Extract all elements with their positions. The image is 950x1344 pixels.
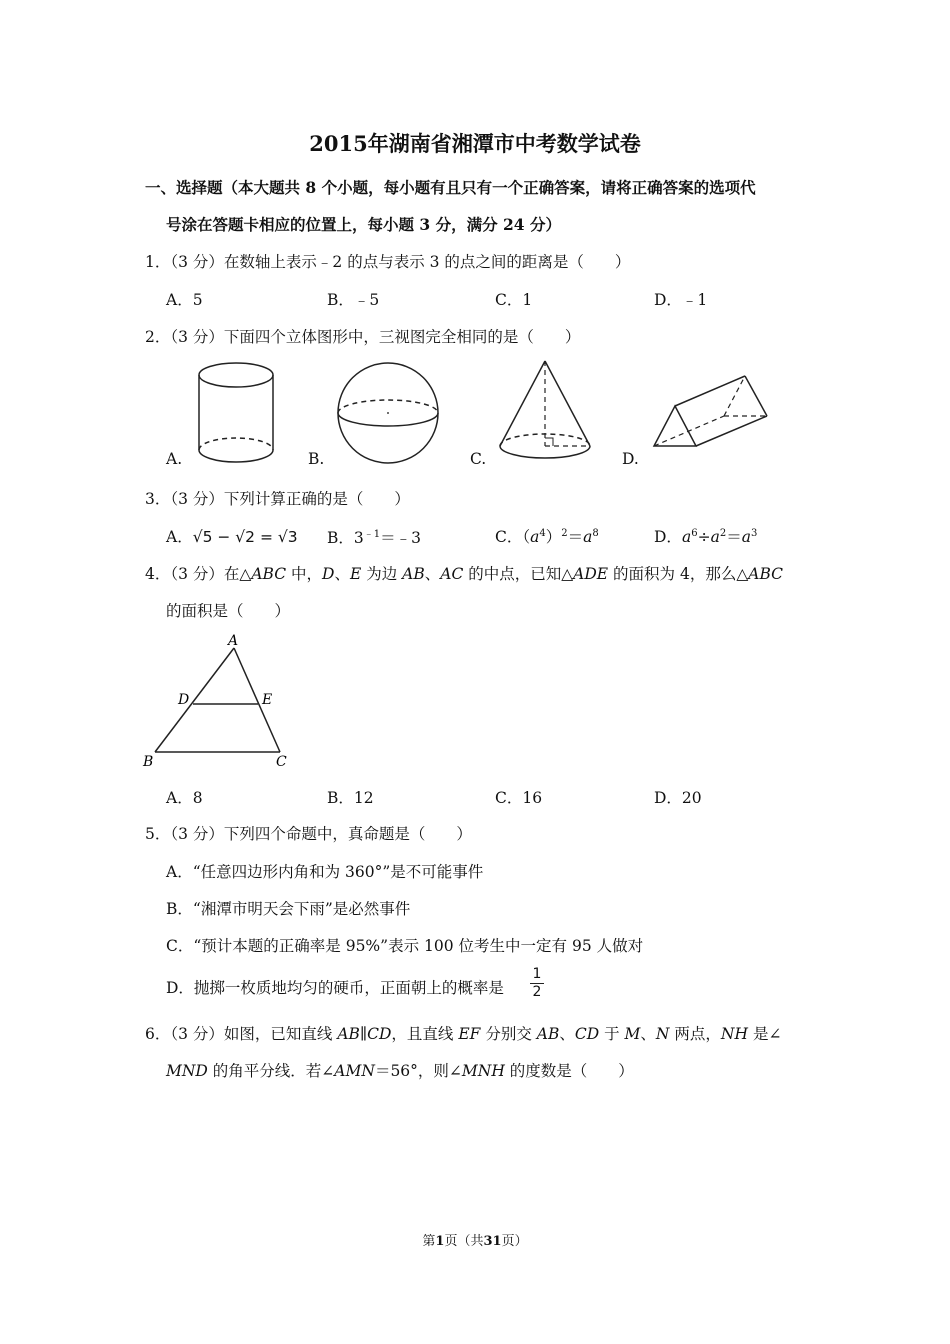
q5-option-c: C．“预计本题的正确率是 95%”表示 100 位考生中一定有 95 人做对 <box>166 937 644 955</box>
q2-label-c: C. <box>470 450 487 468</box>
cone-figure <box>497 358 593 466</box>
question-6-stem-line2: MND 的角平分线．若∠AMN＝56°，则∠MNH 的度数是（ ） <box>166 1062 634 1080</box>
section-heading-line2: 号涂在答题卡相应的位置上，每小题 3 分，满分 24 分） <box>166 215 561 234</box>
q1-option-c: C．1 <box>495 291 533 309</box>
question-3-stem: 3．（3 分）下列计算正确的是（ ） <box>145 490 410 508</box>
q1-option-b: B．﹣5 <box>327 291 380 309</box>
q1-option-a: A．5 <box>166 291 203 309</box>
section-heading-line1: 一、选择题（本大题共 8 个小题，每小题有且只有一个正确答案，请将正确答案的选项代 <box>145 178 756 197</box>
fraction-denominator: 2 <box>530 983 544 1001</box>
cylinder-figure <box>195 358 277 468</box>
vertex-label-c: C <box>276 754 287 770</box>
q5-option-d: D．抛掷一枚质地均匀的硬币，正面朝上的概率是 <box>166 979 504 997</box>
vertex-label-b: B <box>143 754 154 770</box>
q4-option-d: D．20 <box>654 789 702 807</box>
question-5-stem: 5．（3 分）下列四个命题中，真命题是（ ） <box>145 825 472 843</box>
fraction-numerator: 1 <box>532 966 542 982</box>
q1-option-d: D．﹣1 <box>654 291 708 309</box>
triangular-prism-figure <box>650 373 772 453</box>
q3-option-b: B．$3^{﹣1}=﹣3$ <box>327 529 422 548</box>
vertex-label-e: E <box>262 692 273 708</box>
q3-option-a: A．√5 − √2 = √3 <box>166 528 298 546</box>
page-footer: 第1页（共31页） <box>422 1234 528 1249</box>
vertex-label-a: A <box>228 633 239 649</box>
page-total: 31 <box>483 1234 502 1249</box>
q5-option-a: A．“任意四边形内角和为 360°”是不可能事件 <box>166 863 484 881</box>
triangle-abc-figure <box>140 630 300 770</box>
q5-option-b: B．“湘潭市明天会下雨”是必然事件 <box>166 900 411 918</box>
question-4-stem-line1: 4．（3 分）在△ABC 中，D、E 为边 AB、AC 的中点，已知△ADE 的面积为 4，那么△ABC <box>145 565 783 583</box>
q2-label-a: A. <box>166 450 183 468</box>
q4-option-c: C．16 <box>495 789 543 807</box>
q3-option-c: C．$(a^4)^2=a^8$ <box>495 527 599 546</box>
page-number: 1 <box>435 1234 445 1249</box>
question-6-stem-line1: 6．（3 分）如图，已知直线 AB∥CD，且直线 EF 分别交 AB、CD 于 M、N 两点，NH 是∠ <box>145 1025 782 1043</box>
vertex-label-d: D <box>178 692 190 708</box>
question-1-stem: 1．（3 分）在数轴上表示﹣2 的点与表示 3 的点之间的距离是（ ） <box>145 253 631 271</box>
q3-a-expression: √5 − √2 = √3 <box>192 528 298 546</box>
q4-option-a: A．8 <box>166 789 203 807</box>
q2-label-b: B. <box>308 450 325 468</box>
q4-option-b: B．12 <box>327 789 374 807</box>
sphere-figure <box>335 360 441 466</box>
question-2-stem: 2．（3 分）下面四个立体图形中，三视图完全相同的是（ ） <box>145 328 581 346</box>
probability-fraction <box>530 966 544 1001</box>
q3-option-d: D．$a^6\div a^2=a^3$ <box>654 527 758 546</box>
question-4-stem-line2: 的面积是（ ） <box>166 602 291 620</box>
page-title: 2015年湖南省湘潭市中考数学试卷 <box>309 131 641 156</box>
q2-label-d: D. <box>622 450 639 468</box>
